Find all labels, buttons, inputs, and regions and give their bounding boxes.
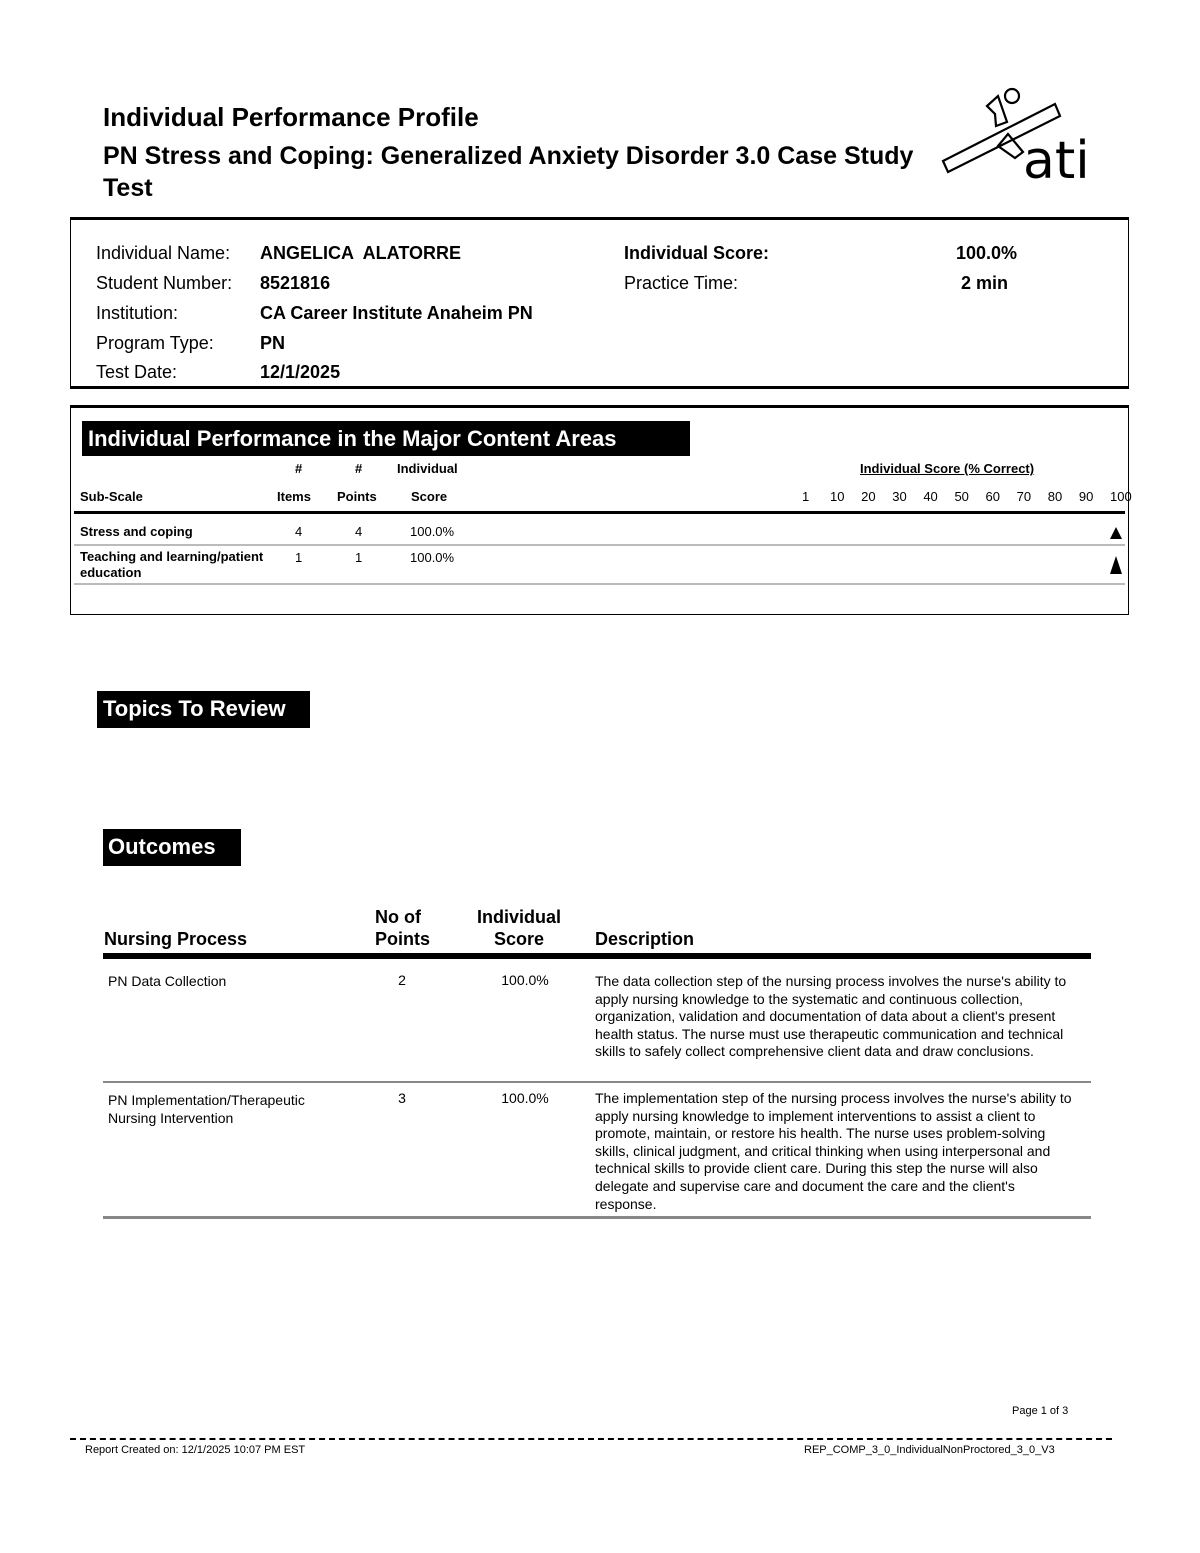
individual-score-value: 100.0% — [956, 243, 1018, 263]
test-date-value: 12/1/2025 — [260, 362, 341, 382]
page-title: Individual Performance Profile — [103, 102, 479, 132]
outcome-row-divider — [103, 1081, 1091, 1083]
header-rule — [74, 511, 1125, 514]
score-header: Score — [411, 489, 448, 504]
subscale-points: 1 — [355, 550, 363, 565]
performance-banner: Individual Performance in the Major Content Areas — [82, 421, 690, 456]
items-hash-header: # — [295, 461, 303, 476]
row-divider — [74, 544, 1125, 546]
scale-tick-label: 70 — [1016, 489, 1032, 504]
scale-tick-label: 30 — [892, 489, 907, 504]
nursing-process-header: Nursing Process — [104, 929, 248, 949]
outcome-score: 100.0% — [501, 972, 549, 988]
points-header: No of Points — [375, 907, 431, 949]
ati-logo — [935, 86, 1105, 186]
scale-tick-label: 40 — [923, 489, 938, 504]
scale-tick-label: 100 — [1110, 489, 1132, 504]
test-date-label: Test Date: — [96, 362, 178, 382]
subscale-score: 100.0% — [410, 550, 455, 565]
score-marker-icon — [1109, 526, 1123, 545]
scale-tick-label: 90 — [1078, 489, 1094, 504]
footer-rule — [70, 1438, 1112, 1440]
report-id: REP_COMP_3_0_IndividualNonProctored_3_0_V3 — [804, 1444, 1055, 1456]
scale-tick-label: 1 — [802, 489, 810, 504]
student-number-value: 8521816 — [260, 273, 331, 293]
student-number-label: Student Number: — [96, 273, 233, 293]
row-divider — [74, 583, 1125, 585]
page-number: Page 1 of 3 — [1012, 1405, 1069, 1417]
institution-value: CA Career Institute Anaheim PN — [260, 303, 533, 323]
description-header: Description — [595, 929, 695, 949]
score-marker-icon — [1109, 555, 1123, 580]
scale-tick-label: 50 — [954, 489, 969, 504]
outcomes-bottom-rule — [103, 1216, 1091, 1219]
individual-score-label: Individual Score: — [624, 243, 770, 263]
points-header: Points — [337, 489, 377, 504]
nursing-process-name: PN Implementation/Therapeutic Nursing Intervention — [108, 1092, 305, 1126]
outcome-points: 3 — [398, 1090, 406, 1106]
subscale-name: Teaching and learning/patient education — [80, 549, 264, 580]
practice-time-value: 2 min — [961, 273, 1009, 293]
individual-header: Individual — [397, 461, 458, 476]
scale-tick-label: 10 — [830, 489, 845, 504]
subscale-name: Stress and coping — [80, 524, 193, 539]
nursing-process-name: PN Data Collection — [108, 973, 227, 989]
scale-title: Individual Score (% Correct) — [860, 461, 1035, 476]
subscale-items: 1 — [295, 550, 303, 565]
outcome-description: The implementation step of the nursing process involves the nurse's ability to apply nursing knowledge to implement interventions to assist a client to promote, maintain, or restore his health. The nurse uses problem-solving skills, clinical judgment, and critical thinking when using interpersonal and technical skills to provide client care. During this step the nurse will also delegate and supervise care and document the care and the client's response. — [595, 1090, 1072, 1212]
svg-text:ati: ati — [1023, 131, 1090, 186]
program-type-label: Program Type: — [96, 333, 214, 353]
practice-time-label: Practice Time: — [624, 273, 739, 293]
items-header: Items — [277, 489, 311, 504]
outcome-description: The data collection step of the nursing process involves the nurse's ability to apply nursing knowledge to the systematic and continuous collection, organization, validation and documentation of data about a client's present health status. The nurse must use therapeutic communication and technical skills to safely collect comprehensive client data and draw conclusions. — [595, 973, 1067, 1060]
subscale-score: 100.0% — [410, 524, 455, 539]
program-type-value: PN — [260, 333, 286, 353]
topics-to-review-banner: Topics To Review — [97, 691, 310, 728]
individual-score-header: Individual Score — [476, 907, 561, 949]
institution-label: Institution: — [96, 303, 179, 323]
individual-name-value: ANGELICA ALATORRE — [260, 243, 461, 263]
subscale-header: Sub-Scale — [80, 489, 143, 504]
scale-tick-label: 20 — [861, 489, 876, 504]
scale-tick-label: 60 — [985, 489, 1001, 504]
outcome-points: 2 — [398, 972, 406, 988]
points-hash-header: # — [355, 461, 363, 476]
outcome-score: 100.0% — [501, 1090, 549, 1106]
report-created: Report Created on: 12/1/2025 10:07 PM EST — [85, 1444, 306, 1456]
outcomes-header-rule — [103, 953, 1091, 959]
test-title: PN Stress and Coping: Generalized Anxiety Disorder 3.0 Case Study Test — [103, 142, 914, 202]
scale-tick-label: 80 — [1047, 489, 1063, 504]
subscale-items: 4 — [295, 524, 303, 539]
subscale-points: 4 — [355, 524, 363, 539]
individual-name-label: Individual Name: — [96, 243, 231, 263]
outcomes-banner: Outcomes — [103, 829, 241, 866]
